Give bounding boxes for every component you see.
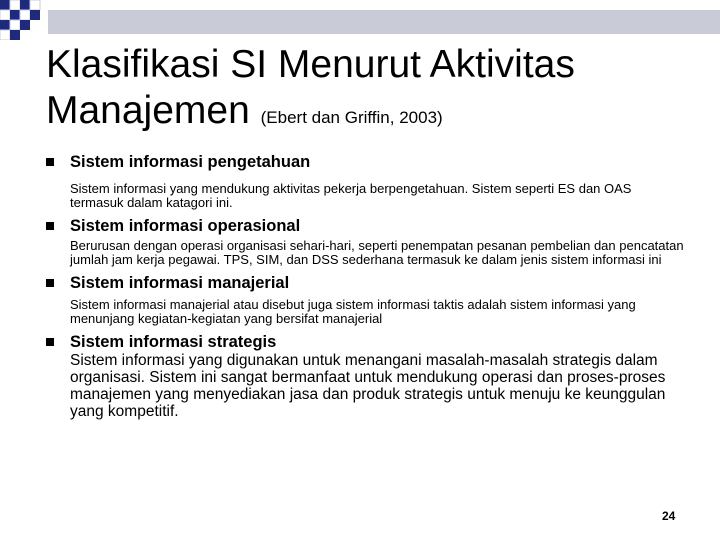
page-number: 24 (662, 509, 676, 523)
bullet-title: Sistem informasi pengetahuan (70, 153, 311, 171)
square-bullet-icon (46, 338, 54, 346)
bullet-item-strategis (46, 332, 686, 420)
square-bullet-icon (46, 222, 54, 230)
square-bullet-icon (46, 158, 54, 166)
bullet-description: Sistem informasi yang digunakan untuk menangani masalah-masalah strategis dalam organisasi. Sistem ini sangat bermanfaat untuk mendukung operasi dan proses-proses manajemen yang menyediakan jasa dan produk strategis untuk menuju ke keunggulan yang kompetitif. (70, 352, 666, 420)
bullet-item-pengetahuan (46, 152, 686, 210)
bullet-title: Sistem informasi strategis (70, 333, 277, 351)
bullet-description: Berurusan dengan operasi organisasi sehari-hari, seperti penempatan pesanan pembelian dan pencatatan jumlah jam kerja pegawai. TPS, SIM, dan DSS sederhana termasuk ke dalam jenis sistem informasi ini (70, 238, 684, 267)
square-bullet-icon (46, 279, 54, 287)
bullet-title: Sistem informasi manajerial (70, 274, 290, 292)
title-line-1: Klasifikasi SI Menurut Aktivitas (46, 43, 575, 86)
title-citation: (Ebert dan Griffin, 2003) (260, 108, 443, 127)
bullet-title: Sistem informasi operasional (70, 217, 301, 235)
bullet-item-manajerial (46, 273, 686, 326)
bullet-description: Sistem informasi yang mendukung aktivitas pekerja berpengetahuan. Sistem seperti ES dan OAS termasuk dalam katagori ini. (70, 181, 632, 210)
title-line-2: Manajemen (46, 89, 250, 132)
bullet-description: Sistem informasi manajerial atau disebut juga sistem informasi taktis adalah sistem informasi yang menunjang kegiatan-kegiatan yang bersifat manajerial (70, 297, 636, 326)
bullet-item-operasional (46, 216, 686, 267)
slide-title (46, 42, 706, 141)
header-decoration (0, 0, 720, 40)
bullet-list (46, 152, 686, 420)
